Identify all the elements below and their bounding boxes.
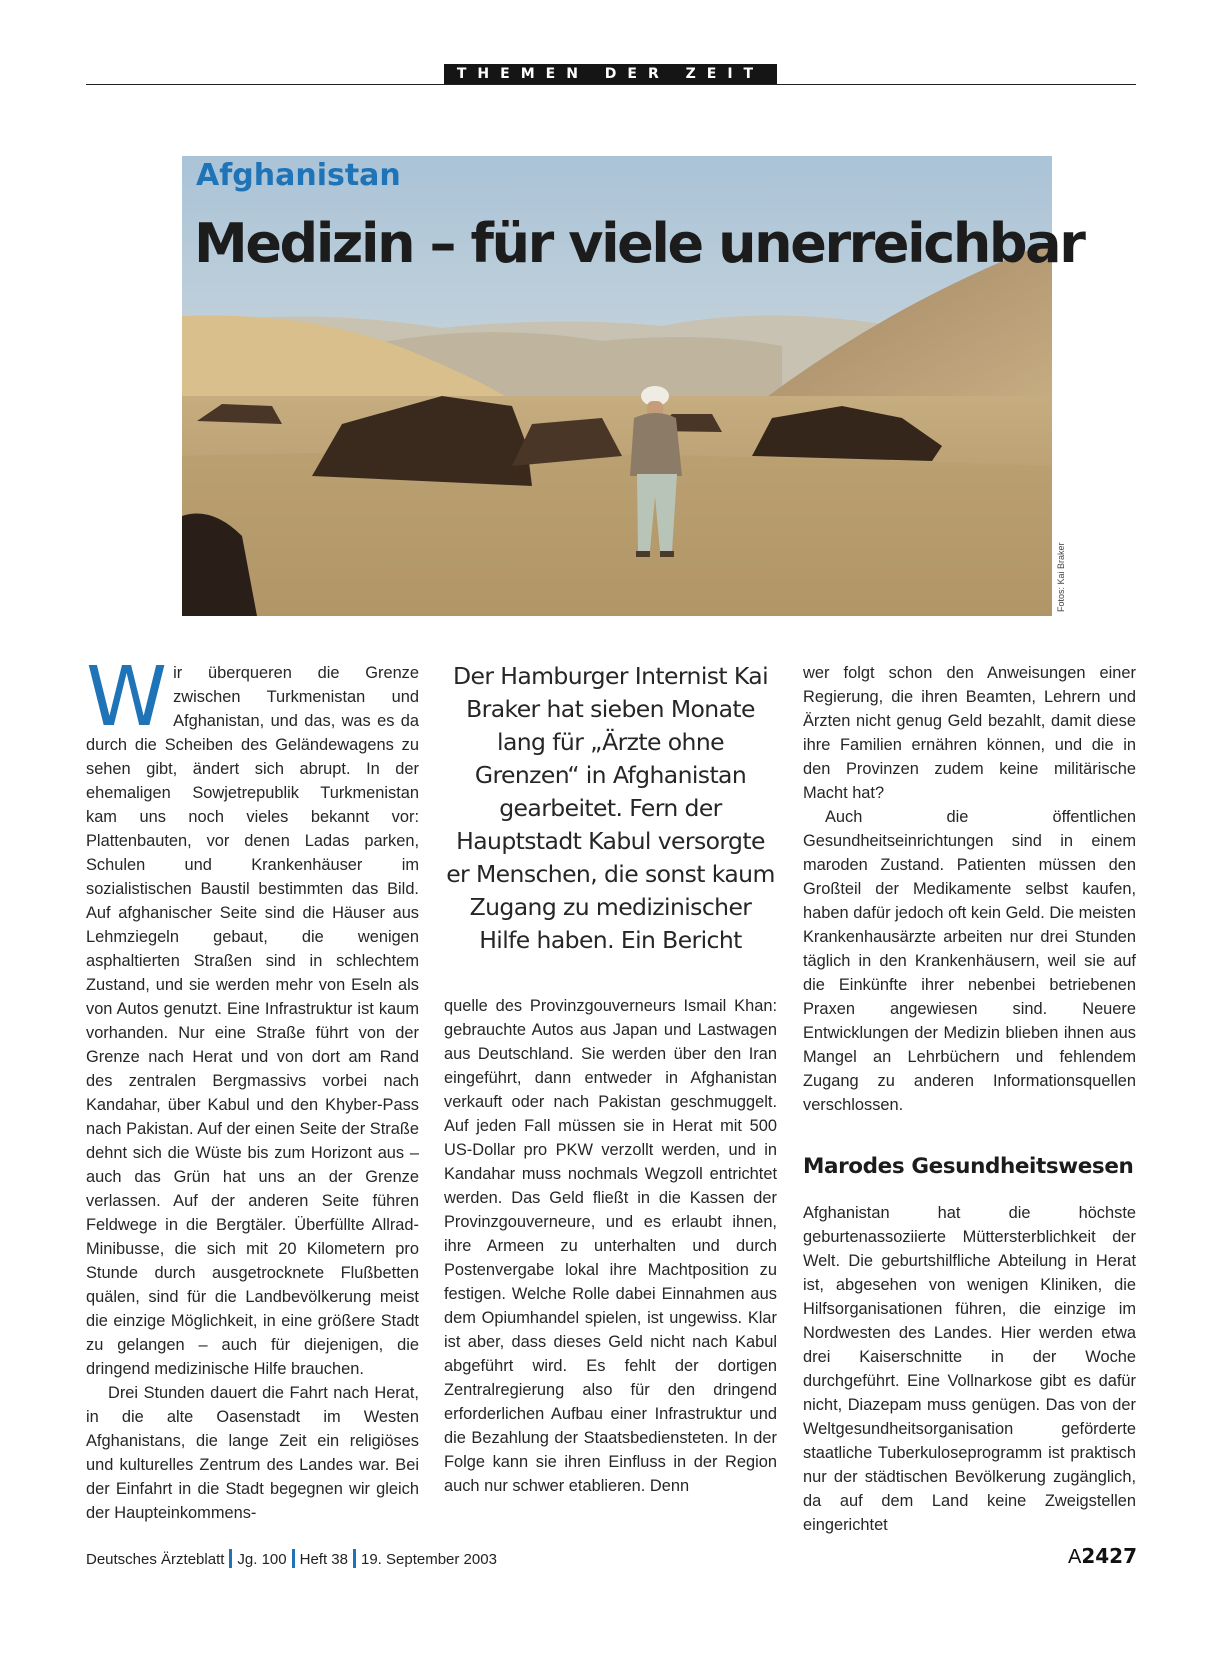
section-label: THEMEN DER ZEIT <box>444 64 777 85</box>
article-lead: Der Hamburger Internist Kai Braker hat sieben Monate lang für „Ärzte ohne Grenzen“ in Afghanistan gearbeitet. Fern der Hauptstadt Kabul versorgte er Menschen, die sonst kaum Zugang zu medizinischer Hilfe haben. Ein Bericht <box>446 662 775 954</box>
dropcap: W <box>86 650 168 745</box>
paragraph: Drei Stunden dauert die Fahrt nach Herat, in die alte Oasenstadt im Westen Afghanistans, die lange Zeit ein religiöses und kulturelles Zentrum des Landes war. Bei der Einfahrt in die Stadt begegnen wir gleich der Haupteinkommens- <box>86 1384 419 1522</box>
issue-date: 19. September 2003 <box>361 1551 497 1568</box>
footer-separator <box>229 1549 232 1568</box>
photo-credit: Fotos: Kai Braker <box>1056 542 1066 612</box>
journal-name: Deutsches Ärzteblatt <box>86 1551 225 1568</box>
subheading: Marodes Gesundheitswesen <box>803 1154 1134 1179</box>
paragraph: Wir überqueren die Grenze zwischen Turkmenistan und Afghanistan, und das, was es da durch die Scheiben des Geländewagens zu sehen gibt, ändert sich abrupt. In der ehemaligen Sowjetrepublik Turkmenistan kam uns noch vieles bekannt vor: Plattenbauten, vor denen Ladas parken, Schulen und Krankenhäuser im sozialistischen Baustil bestimmten das Bild. Auf afghanischer Seite sind die Häuser aus Lehmziegeln gebaut, die wenigen asphaltierten Straßen sind in schlechtem Zustand, und sie werden mehr von Eseln als von Autos genutzt. Eine Infrastruktur ist kaum vorhanden. Nur eine Straße führt von der Grenze nach Herat und von dort am Rand des zentralen Bergmassivs vorbei nach Kandahar, über Kabul und den Khyber-Pass nach Pakistan. Auf der einen Seite der Straße dehnt sich die Wüste bis zum Horizont aus – auch das Grün hat uns an der Grenze verlassen. Auf der anderen Seite führen Feldwege in die Bergtäler. Überfüllte Allrad-Minibusse, die sich mit 20 Kilometern pro Stunde durch ausgetrocknete Flußbetten quälen, sind für die Landbevölkerung meist die einzige Möglichkeit, in eine größere Stadt zu gelangen – auch für diejenigen, die dringend medizinische Hilfe brauchen. <box>86 650 419 1378</box>
article-kicker: Afghanistan <box>196 158 401 193</box>
article-title: Medizin – für viele unerreichbar <box>194 212 1084 275</box>
page-number <box>1068 1544 1137 1569</box>
issue: Heft 38 <box>299 1551 348 1568</box>
paragraph: wer folgt schon den Anweisungen einer Regierung, die ihren Beamten, Lehrern und Ärzten nicht genug Geld bezahlt, damit diese ihre Familien ernähren können, und die in den Provinzen zudem keine militärische Macht hat? <box>803 664 1136 802</box>
column-1 <box>86 650 419 1525</box>
footer-separator <box>353 1549 356 1568</box>
paragraph: Afghanistan hat die höchste geburtenassoziierte Müttersterblichkeit der Welt. Die geburtshilfliche Abteilung in Herat ist, abgesehen von wenigen Kliniken, die Hilfsorganisationen führen, die einzige im Nordwesten des Landes. Hier werden etwa drei Kaiserschnitte in der Woche durchgeführt. Eine Vollnarkose gibt es dafür nicht, Diazepam muss genügen. Das von der Weltgesundheitsorganisation geförderte staatliche Tuberkuloseprogramm ist praktisch nur der städtischen Bevölkerung zugänglich, da auf dem Land keine Zweigstellen eingerichtet <box>803 1204 1136 1534</box>
footer <box>86 1549 497 1568</box>
header-rule <box>86 84 1136 85</box>
column-3 <box>803 661 1136 1537</box>
paragraph: Auch die öffentlichen Gesundheitseinrichtungen sind in einem maroden Zustand. Patienten müssen den Großteil der Medikamente selbst kaufen, haben dafür jedoch oft kein Geld. Die meisten Krankenhausärzte arbeiten nur drei Stunden täglich in den Krankenhäusern, weil sie auf die Einkünfte ihrer nebenbei betriebenen Praxen angewiesen sind. Neuere Entwicklungen der Medizin blieben ihnen aus Mangel an Lehrbüchern und fehlendem Zugang zu anderen Informationsquellen verschlossen. <box>803 808 1136 1114</box>
paragraph: quelle des Provinzgouverneurs Ismail Khan: gebrauchte Autos aus Japan und Lastwagen aus Deutschland. Sie werden über den Iran eingeführt, dann entweder in Afghanistan verkauft oder nach Pakistan geschmuggelt. Auf jeden Fall müssen sie in Herat mit 500 US-Dollar pro PKW verzollt werden, und in Kandahar muss nochmals Wegzoll entrichtet werden. Das Geld fließt in die Kassen der Provinzgouverneure, und es erlaubt ihnen, ihre Armeen zu unterhalten und durch Postenvergabe lokal ihre Machtposition zu festigen. Welche Rolle dabei Einnahmen aus dem Opiumhandel spielen, ist ungewiss. Klar ist aber, dass dieses Geld nicht nach Kabul abgeführt wird. Es fehlt der dortigen Zentralregierung also für den dringend erforderlichen Aufbau einer Infrastruktur und die Bezahlung der Staatsbediensteten. In der Folge kann sie ihren Einfluss in der Region auch nur schwer etablieren. Denn <box>444 997 777 1495</box>
page-number-value: 2427 <box>1081 1544 1137 1568</box>
footer-separator <box>292 1549 295 1568</box>
page-prefix: A <box>1067 1546 1082 1568</box>
column-2 <box>444 994 777 1498</box>
volume: Jg. 100 <box>237 1551 287 1568</box>
